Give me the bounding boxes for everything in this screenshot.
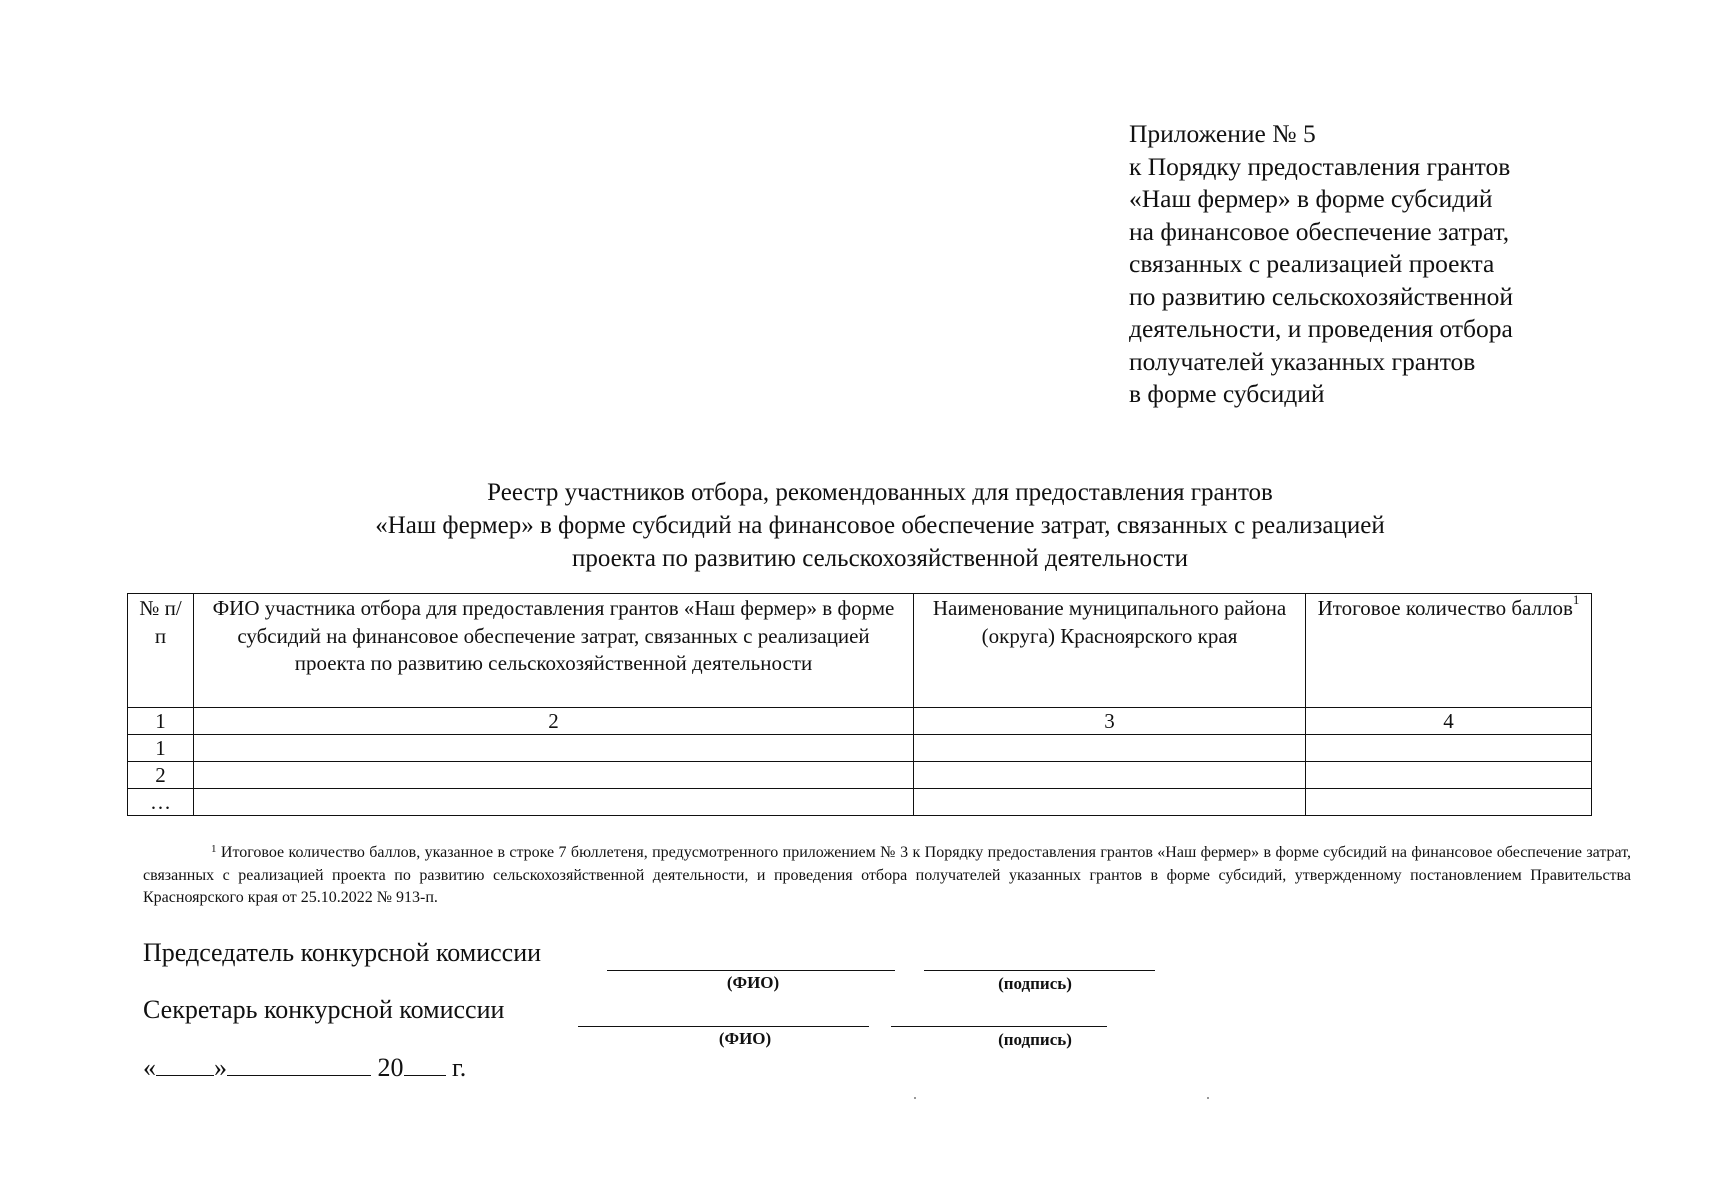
appendix-line: «Наш фермер» в форме субсидий — [1129, 184, 1493, 213]
date-close-quote: » — [214, 1053, 227, 1082]
header-number: № п/п — [128, 594, 194, 708]
chairman-signature-line — [924, 970, 1155, 971]
table-row — [128, 789, 1592, 816]
chairman-signature-caption: (подпись) — [998, 974, 1072, 993]
score-cell — [1306, 789, 1592, 816]
title-line: проекта по развитию сельскохозяйственной деятельности — [572, 545, 1188, 572]
footnote-text: Итоговое количество баллов, указанное в строке 7 бюллетеня, предусмотренного приложением № 3 к Порядку предоставления грантов «Наш фермер» в форме субсидий на финансовое обеспечение затрат, связанных с реализацией проекта по развитию сельскохозяйственной деятельности, и проведения отбора получателей указанных грантов в форме субсидий, утвержденному постановлением Правительства Красноярского края от 25.10.2022 № 913-п. — [143, 844, 1631, 906]
chairman-name-caption: (ФИО) — [726, 973, 780, 992]
document-title — [180, 476, 1580, 575]
header-participant-name: ФИО участника отбора для предоставления грантов «Наш фермер» в форме субсидий на финансовое обеспечение затрат, связанных с реализацией проекта по развитию сельскохозяйственной деятельности — [194, 594, 914, 708]
secretary-name-line — [578, 1026, 869, 1027]
month-blank — [227, 1053, 371, 1076]
year-suffix: г. — [452, 1053, 467, 1082]
day-blank — [156, 1053, 214, 1076]
appendix-line: в форме субсидий — [1129, 379, 1325, 408]
column-number: 2 — [194, 708, 914, 735]
chairman-label: Председатель конкурсной комиссии — [143, 938, 542, 967]
column-number: 1 — [128, 708, 194, 735]
score-cell — [1306, 762, 1592, 789]
registry-table — [127, 593, 1592, 816]
district-cell — [914, 735, 1306, 762]
table-row — [128, 735, 1592, 762]
footnote-mark: 1 — [1572, 592, 1580, 607]
year-prefix: 20 — [377, 1053, 404, 1082]
date-open-quote: « — [143, 1053, 156, 1082]
header-total-score: Итоговое количество баллов$^1$ — [1306, 594, 1592, 708]
row-number: 2 — [128, 762, 194, 789]
appendix-line: по развитию сельскохозяйственной — [1129, 281, 1513, 311]
secretary-name-caption: (ФИО) — [718, 1029, 772, 1048]
score-cell — [1306, 735, 1592, 762]
participant-name-cell — [194, 789, 914, 816]
header-district: Наименование муниципального района (округа) Красноярского края — [914, 594, 1306, 708]
column-number-row — [128, 708, 1592, 735]
appendix-header — [1129, 118, 1689, 411]
secretary-signature-line — [891, 1026, 1107, 1027]
scan-speck — [1207, 1097, 1209, 1099]
appendix-line: получателей указанных грантов — [1129, 346, 1476, 376]
table-header-row — [128, 594, 1592, 708]
column-number: 3 — [914, 708, 1306, 735]
district-cell — [914, 789, 1306, 816]
secretary-signature-caption: (подпись) — [998, 1030, 1072, 1049]
column-number: 4 — [1306, 708, 1592, 735]
table-row — [128, 762, 1592, 789]
appendix-line: на финансовое обеспечение затрат, — [1129, 216, 1510, 246]
appendix-line: Приложение № 5 — [1129, 119, 1316, 148]
footnote — [143, 842, 1631, 910]
row-number: 1 — [128, 735, 194, 762]
year-blank — [404, 1053, 446, 1076]
participant-name-cell — [194, 735, 914, 762]
title-line: «Наш фермер» в форме субсидий на финансовое обеспечение затрат, связанных с реализацией — [375, 512, 1385, 539]
appendix-line: связанных с реализацией проекта — [1129, 249, 1495, 278]
title-line: Реестр участников отбора, рекомендованных для предоставления грантов — [487, 479, 1273, 506]
chairman-name-line — [607, 970, 895, 971]
row-number: … — [128, 789, 194, 816]
participant-name-cell — [194, 762, 914, 789]
district-cell — [914, 762, 1306, 789]
appendix-line: к Порядку предоставления грантов — [1129, 151, 1511, 181]
scan-speck — [914, 1097, 916, 1099]
date-line — [143, 1053, 466, 1083]
footnote-mark: 1 — [211, 843, 217, 855]
appendix-line: деятельности, и проведения отбора — [1129, 314, 1513, 343]
secretary-label: Секретарь конкурсной комиссии — [143, 995, 505, 1024]
